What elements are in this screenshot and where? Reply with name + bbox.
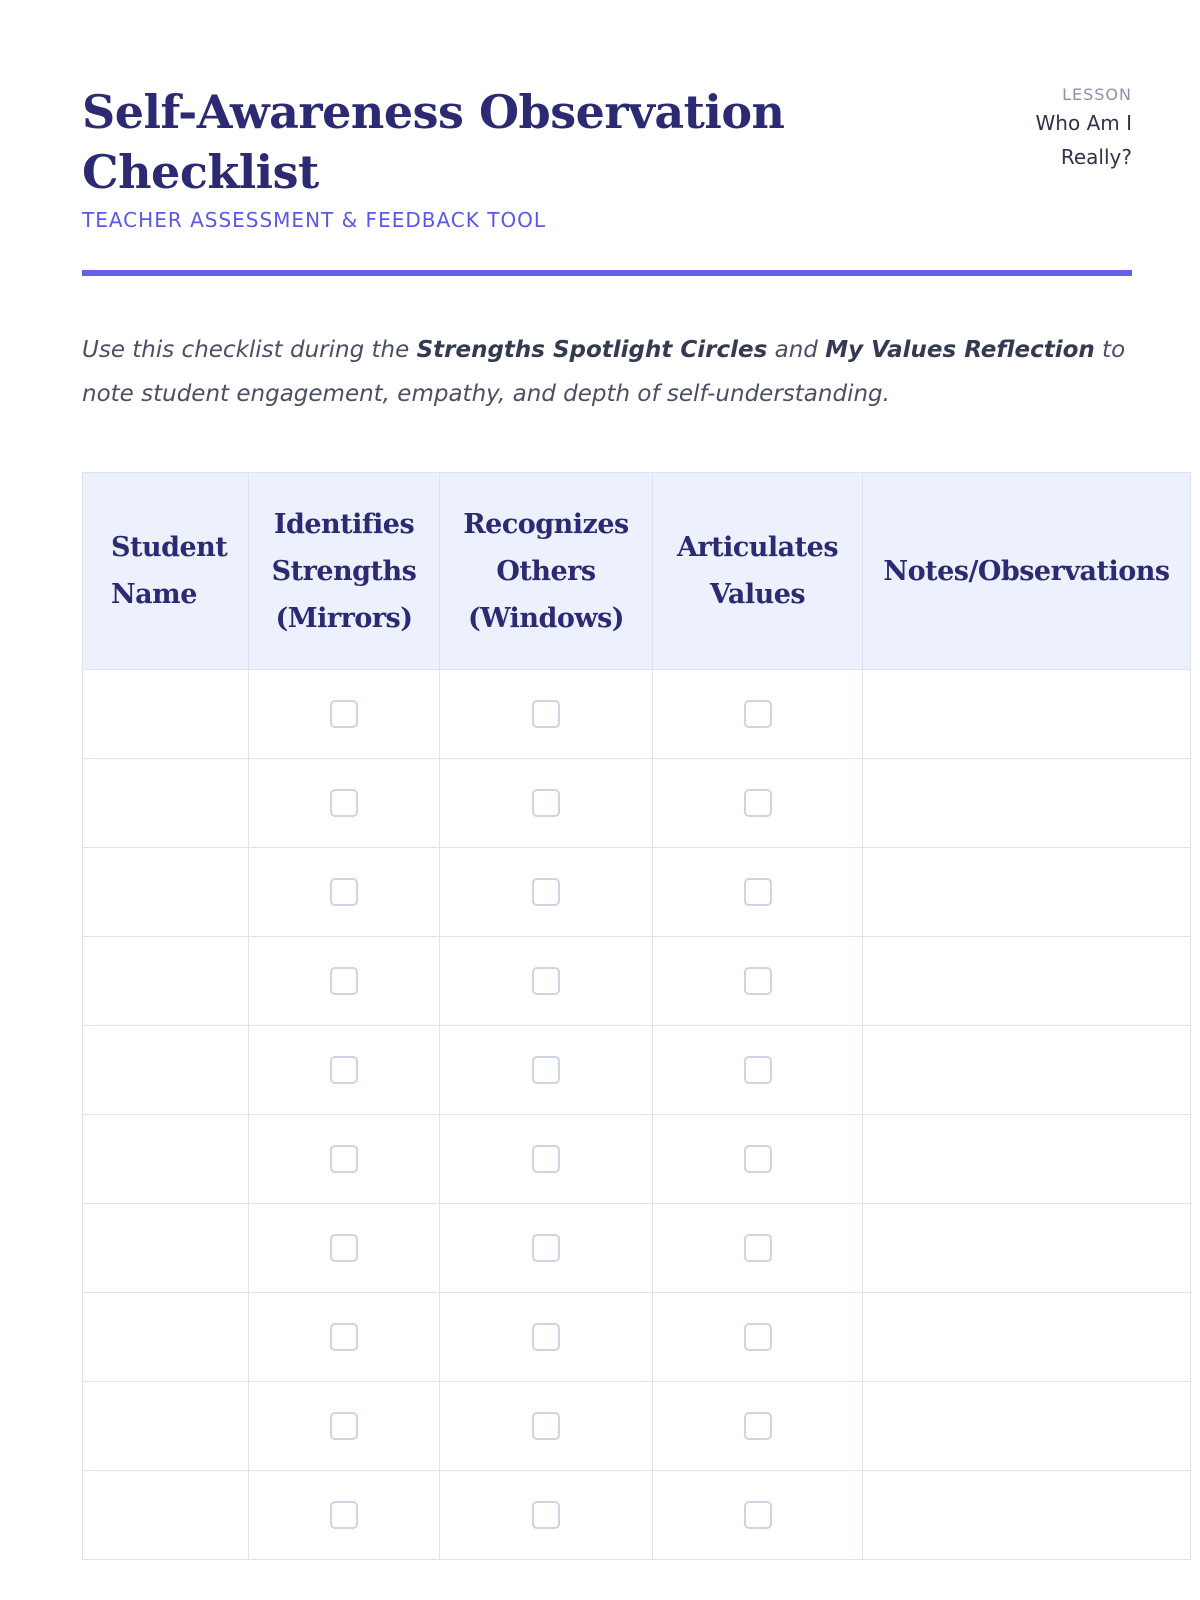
instructions-text bbox=[82, 328, 1142, 416]
empty-checkbox-icon[interactable] bbox=[330, 1501, 358, 1529]
empty-checkbox-icon[interactable] bbox=[744, 967, 772, 995]
checkbox-cell bbox=[653, 1026, 863, 1115]
table-header-row bbox=[83, 473, 1191, 670]
page-subtitle: TEACHER ASSESSMENT & FEEDBACK TOOL bbox=[82, 208, 547, 232]
empty-checkbox-icon[interactable] bbox=[532, 789, 560, 817]
intro-bold-1: Strengths Spotlight Circles bbox=[416, 337, 768, 363]
checkbox-cell bbox=[440, 1204, 653, 1293]
table-row bbox=[83, 1382, 1191, 1471]
empty-checkbox-icon[interactable] bbox=[532, 967, 560, 995]
notes-cell[interactable] bbox=[863, 937, 1191, 1026]
checkbox-cell bbox=[653, 1471, 863, 1560]
checkbox-cell bbox=[653, 1382, 863, 1471]
empty-checkbox-icon[interactable] bbox=[330, 700, 358, 728]
table-row bbox=[83, 1204, 1191, 1293]
empty-checkbox-icon[interactable] bbox=[532, 1412, 560, 1440]
empty-checkbox-icon[interactable] bbox=[532, 1145, 560, 1173]
checkbox-cell bbox=[249, 1471, 440, 1560]
table-row bbox=[83, 670, 1191, 759]
notes-cell[interactable] bbox=[863, 1115, 1191, 1204]
checklist-table bbox=[82, 472, 1191, 1560]
notes-cell[interactable] bbox=[863, 1382, 1191, 1471]
empty-checkbox-icon[interactable] bbox=[532, 1323, 560, 1351]
empty-checkbox-icon[interactable] bbox=[744, 1412, 772, 1440]
checkbox-cell bbox=[249, 1293, 440, 1382]
empty-checkbox-icon[interactable] bbox=[532, 1501, 560, 1529]
student-name-cell[interactable] bbox=[83, 1382, 249, 1471]
empty-checkbox-icon[interactable] bbox=[330, 1234, 358, 1262]
notes-cell[interactable] bbox=[863, 1293, 1191, 1382]
intro-text-3: to note student engagement, empathy, and depth of self-understanding. bbox=[82, 337, 1126, 407]
student-name-cell[interactable] bbox=[83, 1204, 249, 1293]
notes-cell[interactable] bbox=[863, 759, 1191, 848]
intro-text-1: Use this checklist during the bbox=[82, 337, 417, 363]
empty-checkbox-icon[interactable] bbox=[744, 1145, 772, 1173]
checkbox-cell bbox=[653, 1293, 863, 1382]
empty-checkbox-icon[interactable] bbox=[744, 1234, 772, 1262]
empty-checkbox-icon[interactable] bbox=[330, 1323, 358, 1351]
checkbox-cell bbox=[249, 1115, 440, 1204]
notes-cell[interactable] bbox=[863, 670, 1191, 759]
checkbox-cell bbox=[653, 670, 863, 759]
empty-checkbox-icon[interactable] bbox=[744, 1323, 772, 1351]
column-header-identifies-strengths: Identifies Strengths (Mirrors) bbox=[249, 473, 440, 670]
student-name-cell[interactable] bbox=[83, 759, 249, 848]
table-row bbox=[83, 848, 1191, 937]
checkbox-cell bbox=[249, 1026, 440, 1115]
empty-checkbox-icon[interactable] bbox=[330, 1412, 358, 1440]
lesson-label: LESSON bbox=[1062, 85, 1132, 104]
empty-checkbox-icon[interactable] bbox=[330, 789, 358, 817]
student-name-cell[interactable] bbox=[83, 670, 249, 759]
column-header-notes: Notes/Observations bbox=[863, 473, 1191, 670]
checklist-table-container bbox=[82, 472, 1190, 1560]
table-row bbox=[83, 937, 1191, 1026]
empty-checkbox-icon[interactable] bbox=[330, 1056, 358, 1084]
table-body bbox=[83, 670, 1191, 1560]
notes-cell[interactable] bbox=[863, 848, 1191, 937]
student-name-cell[interactable] bbox=[83, 1026, 249, 1115]
empty-checkbox-icon[interactable] bbox=[330, 878, 358, 906]
checkbox-cell bbox=[440, 848, 653, 937]
empty-checkbox-icon[interactable] bbox=[532, 1234, 560, 1262]
checkbox-cell bbox=[653, 937, 863, 1026]
student-name-cell[interactable] bbox=[83, 1471, 249, 1560]
student-name-cell[interactable] bbox=[83, 1293, 249, 1382]
table-row bbox=[83, 1115, 1191, 1204]
notes-cell[interactable] bbox=[863, 1026, 1191, 1115]
checkbox-cell bbox=[249, 1382, 440, 1471]
empty-checkbox-icon[interactable] bbox=[744, 1501, 772, 1529]
checkbox-cell bbox=[440, 1293, 653, 1382]
checkbox-cell bbox=[249, 670, 440, 759]
empty-checkbox-icon[interactable] bbox=[532, 1056, 560, 1084]
student-name-cell[interactable] bbox=[83, 937, 249, 1026]
empty-checkbox-icon[interactable] bbox=[744, 789, 772, 817]
student-name-cell[interactable] bbox=[83, 1115, 249, 1204]
checkbox-cell bbox=[653, 1204, 863, 1293]
empty-checkbox-icon[interactable] bbox=[744, 1056, 772, 1084]
checkbox-cell bbox=[653, 759, 863, 848]
empty-checkbox-icon[interactable] bbox=[330, 967, 358, 995]
table-row bbox=[83, 1026, 1191, 1115]
checkbox-cell bbox=[440, 1382, 653, 1471]
checkbox-cell bbox=[440, 1115, 653, 1204]
checkbox-cell bbox=[249, 848, 440, 937]
checkbox-cell bbox=[440, 759, 653, 848]
empty-checkbox-icon[interactable] bbox=[532, 700, 560, 728]
empty-checkbox-icon[interactable] bbox=[744, 878, 772, 906]
checkbox-cell bbox=[653, 1115, 863, 1204]
checkbox-cell bbox=[249, 1204, 440, 1293]
lesson-name: Who Am I Really? bbox=[1035, 111, 1132, 169]
notes-cell[interactable] bbox=[863, 1204, 1191, 1293]
student-name-cell[interactable] bbox=[83, 848, 249, 937]
checkbox-cell bbox=[249, 937, 440, 1026]
checkbox-cell bbox=[653, 848, 863, 937]
column-header-recognizes-others: Recognizes Others (Windows) bbox=[440, 473, 653, 670]
lesson-info bbox=[972, 84, 1132, 174]
header-divider bbox=[82, 270, 1132, 276]
page-title: Self-Awareness Observation Checklist bbox=[82, 85, 785, 199]
checkbox-cell bbox=[440, 1026, 653, 1115]
table-row bbox=[83, 759, 1191, 848]
notes-cell[interactable] bbox=[863, 1471, 1191, 1560]
empty-checkbox-icon[interactable] bbox=[330, 1145, 358, 1173]
checkbox-cell bbox=[440, 937, 653, 1026]
column-header-articulates-values: Articulates Values bbox=[653, 473, 863, 670]
intro-bold-2: My Values Reflection bbox=[825, 337, 1095, 363]
intro-text-2: and bbox=[767, 337, 826, 363]
table-row bbox=[83, 1471, 1191, 1560]
checkbox-cell bbox=[249, 759, 440, 848]
table-row bbox=[83, 1293, 1191, 1382]
empty-checkbox-icon[interactable] bbox=[744, 700, 772, 728]
column-header-student-name: Student Name bbox=[83, 473, 249, 670]
empty-checkbox-icon[interactable] bbox=[532, 878, 560, 906]
checkbox-cell bbox=[440, 670, 653, 759]
checkbox-cell bbox=[440, 1471, 653, 1560]
